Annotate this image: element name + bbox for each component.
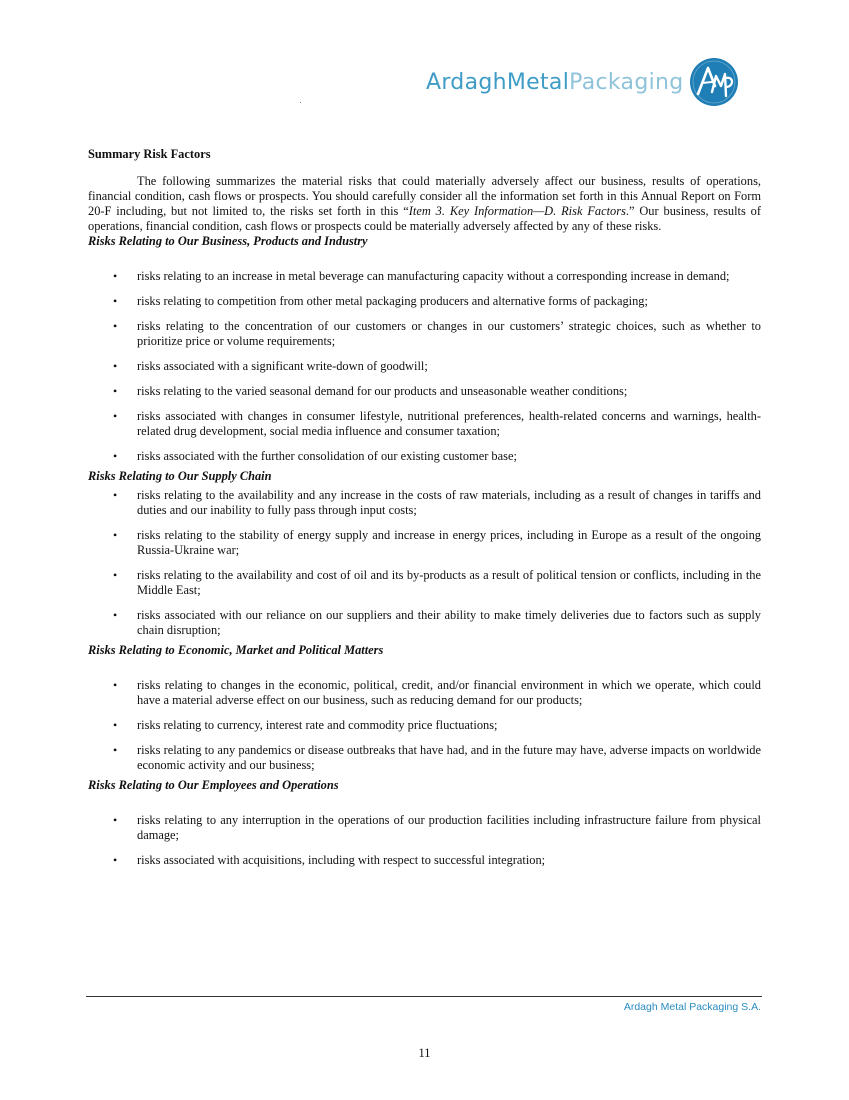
list-item: • risks associated with a significant write-down of goodwill; — [88, 359, 761, 374]
list-item: • risks relating to the availability and cost of oil and its by-products as a result of political tension or conflicts, including in the Middle East; — [88, 568, 761, 598]
intro-text-part1: The following summarizes the material risks that could materially adversely affect our business, results of operations, financial condition, cash flows or prospects. You should carefully consider all the information set forth in this Annual Report on Form 20-F including, but not limited to, the risks set forth in this “ — [88, 174, 761, 218]
risk-list-business — [88, 269, 761, 464]
list-item: • risks relating to the availability and any increase in the costs of raw materials, including as a result of changes in tariffs and duties and our inability to fully pass through input costs; — [88, 488, 761, 518]
logo-word-ardagh: Ardagh — [426, 69, 507, 95]
scan-dot — [300, 102, 301, 103]
list-item: • risks associated with the further consolidation of our existing customer base; — [88, 449, 761, 464]
document-body — [88, 147, 761, 873]
intro-text-italic: Item 3. Key Information—D. Risk Factors — [408, 204, 626, 218]
list-item: • risks relating to an increase in metal beverage can manufacturing capacity without a corresponding increase in demand; — [88, 269, 761, 284]
amp-monogram-icon — [688, 56, 740, 108]
list-item: • risks associated with acquisitions, including with respect to successful integration; — [88, 853, 761, 868]
risk-list-economic — [88, 678, 761, 773]
list-item: • risks relating to the varied seasonal demand for our products and unseasonable weather conditions; — [88, 384, 761, 399]
footer-company-name: Ardagh Metal Packaging S.A. — [623, 1001, 761, 1013]
list-item: • risks relating to the concentration of our customers or changes in our customers’ strategic choices, such as whether to prioritize price or volume requirements; — [88, 319, 761, 349]
list-item: • risks relating to the stability of energy supply and increase in energy prices, including in Europe as a result of the ongoing Russia-Ukraine war; — [88, 528, 761, 558]
intro-text-part2: .” Our business, results of operations, financial condition, cash flows or prospects could be materially adversely affected by any of these risks. — [88, 204, 762, 233]
list-item: • risks relating to currency, interest rate and commodity price fluctuations; — [88, 718, 761, 733]
footer-divider — [86, 996, 762, 997]
intro-paragraph — [88, 174, 761, 234]
risk-list-supply-chain — [88, 488, 761, 638]
section-heading-economic: Risks Relating to Economic, Market and Political Matters — [88, 643, 384, 657]
list-item: • risks relating to any pandemics or disease outbreaks that have had, and in the future may have, adverse impacts on worldwide economic activity and our business; — [88, 743, 761, 773]
section-heading-employees: Risks Relating to Our Employees and Operations — [88, 778, 339, 792]
company-logo — [426, 54, 740, 110]
logo-word-metal: Metal — [506, 69, 570, 95]
list-item: • risks relating to changes in the economic, political, credit, and/or financial environment in which we operate, which could have a material adverse effect on our business, such as reducing demand for our products; — [88, 678, 761, 708]
logo-wordmark — [426, 70, 684, 95]
risk-list-employees — [88, 813, 761, 868]
list-item: • risks associated with changes in consumer lifestyle, nutritional preferences, health-related concerns and warnings, health-related drug development, social media influence and consumer taxation; — [88, 409, 761, 439]
list-item: • risks associated with our reliance on our suppliers and their ability to make timely deliveries due to factors such as supply chain disruption; — [88, 608, 761, 638]
logo-word-packaging: Packaging — [569, 69, 684, 95]
page-number: 11 — [418, 1046, 431, 1060]
list-item: • risks relating to any interruption in the operations of our production facilities including infrastructure failure from physical damage; — [88, 813, 761, 843]
page-title: Summary Risk Factors — [88, 147, 211, 161]
section-heading-supply-chain: Risks Relating to Our Supply Chain — [88, 469, 272, 483]
section-heading-business: Risks Relating to Our Business, Products and Industry — [88, 234, 368, 248]
list-item: • risks relating to competition from other metal packaging producers and alternative forms of packaging; — [88, 294, 761, 309]
